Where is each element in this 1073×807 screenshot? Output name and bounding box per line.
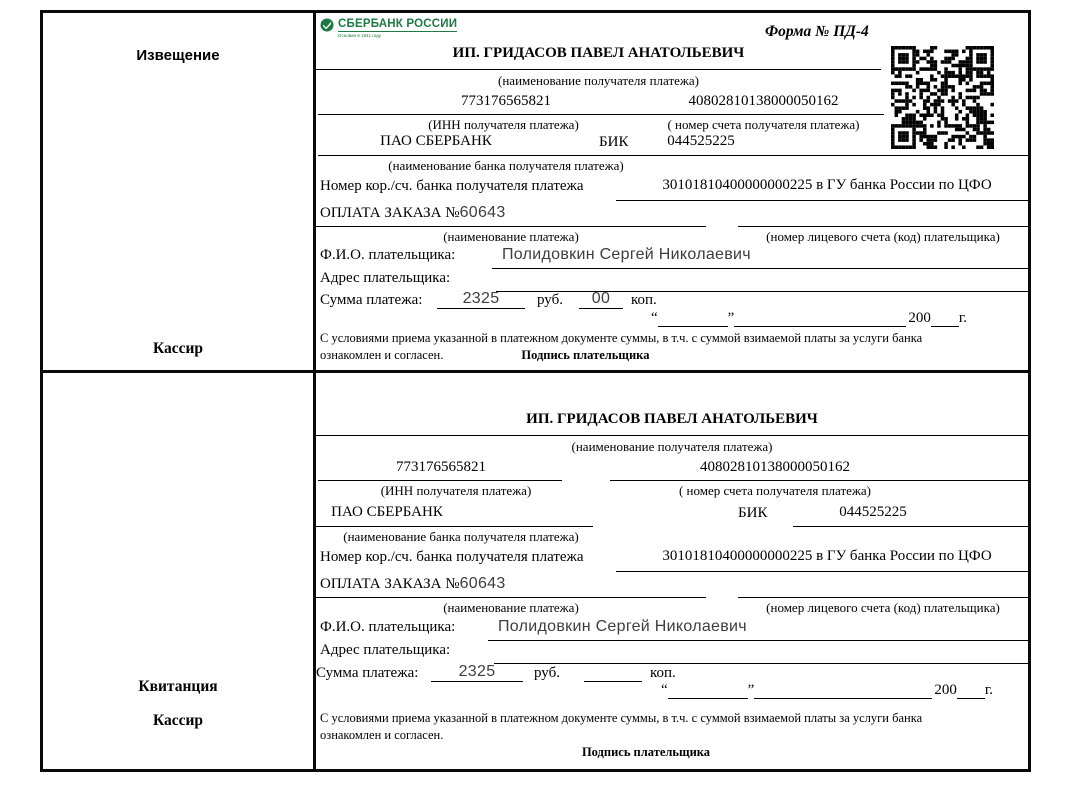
payee-name-label: (наименование получателя платежа)	[498, 73, 699, 88]
purpose-text: ОПЛАТА ЗАКАЗА №	[320, 576, 460, 592]
stub-label-cashier: Кассир	[152, 712, 204, 729]
payment-purpose	[320, 204, 506, 222]
terms-text: С условиями приема указанной в платежном документе суммы, в т.ч. с суммой взимаемой платы за услуги банка ознакомлен и согласен.	[320, 331, 923, 362]
kop-label: коп.	[631, 292, 657, 308]
inn-value: 773176565821	[396, 459, 486, 475]
payer-address-label: Адрес плательщика:	[320, 642, 451, 658]
amount-label: Сумма платежа:	[316, 665, 419, 681]
signature-label: Подпись плательщика	[521, 347, 650, 362]
signature-label: Подпись плательщика	[581, 745, 711, 759]
amount-label: Сумма платежа:	[320, 292, 423, 308]
receipt-stub	[43, 373, 316, 769]
kop-label: коп.	[650, 665, 676, 681]
date-line	[651, 310, 967, 327]
date-line	[661, 682, 993, 699]
order-number: 60643	[459, 575, 506, 592]
form-number-label: Форма № ПД-4	[765, 23, 869, 40]
terms-block	[320, 330, 975, 364]
personal-account-label: (номер лицевого счета (код) плательщика)	[766, 600, 1000, 615]
corr-account-value: 30101810400000000225 в ГУ банка России по ЦФО	[662, 548, 992, 564]
corr-account-label: Номер кор./сч. банка получателя платежа	[320, 178, 584, 194]
account-value: 40802810138000050162	[688, 93, 839, 109]
receipt-section	[43, 373, 1028, 769]
bank-name-label: (наименование банка получателя платежа)	[343, 529, 579, 544]
stub-label-cashier: Кассир	[152, 340, 204, 357]
payer-fio-label: Ф.И.О. плательщика:	[320, 619, 456, 635]
year-prefix: 200	[934, 682, 957, 698]
sberbank-logo-title: СБЕРБАНК РОССИИ	[338, 18, 458, 30]
account-label: ( номер счета получателя платежа)	[667, 117, 860, 132]
payee-name: ИП. ГРИДАСОВ ПАВЕЛ АНАТОЛЬЕВИЧ	[526, 411, 818, 427]
qr-code	[891, 46, 994, 149]
bik-value: 044525225	[667, 133, 735, 149]
bank-name-value: ПАО СБЕРБАНК	[331, 504, 443, 520]
payer-fio-value: Полидовкин Сергей Николаевич	[502, 246, 751, 263]
terms-block	[320, 710, 980, 744]
inn-label: (ИНН получателя платежа)	[380, 483, 532, 498]
amount-rub-value: 2325	[431, 663, 523, 682]
inn-value: 773176565821	[461, 93, 551, 109]
bank-name-label: (наименование банка получателя платежа)	[388, 158, 624, 173]
receipt-content	[316, 373, 1028, 769]
quote-open: “	[661, 682, 668, 698]
sberbank-logo-subtitle: Основан в 1841 году	[338, 33, 382, 38]
bank-name-value: ПАО СБЕРБАНК	[380, 133, 492, 149]
payer-address-label: Адрес плательщика:	[320, 270, 451, 286]
notice-stub	[43, 13, 316, 370]
amount-rub-value: 2325	[437, 290, 525, 309]
bik-label: БИК	[599, 134, 629, 150]
sberbank-logo	[320, 18, 457, 38]
quote-close: ”	[747, 682, 755, 698]
order-number: 60643	[459, 204, 506, 221]
payment-form-pd4	[40, 10, 1031, 772]
payee-name-label: (наименование получателя платежа)	[571, 439, 773, 454]
purpose-label: (наименование платежа)	[443, 229, 579, 244]
amount-kop-value: 00	[579, 290, 623, 309]
payer-fio-label: Ф.И.О. плательщика:	[320, 247, 456, 263]
corr-account-value: 30101810400000000225 в ГУ банка России по ЦФО	[662, 177, 992, 193]
account-label: ( номер счета получателя платежа)	[678, 483, 872, 498]
corr-account-label: Номер кор./сч. банка получателя платежа	[320, 549, 584, 565]
purpose-text: ОПЛАТА ЗАКАЗА №	[320, 205, 460, 221]
year-suffix: г.	[958, 310, 968, 326]
bik-label: БИК	[738, 505, 768, 521]
purpose-label: (наименование платежа)	[443, 600, 579, 615]
payee-name: ИП. ГРИДАСОВ ПАВЕЛ АНАТОЛЬЕВИЧ	[452, 45, 745, 61]
payer-fio-value: Полидовкин Сергей Николаевич	[498, 618, 747, 635]
quote-open: “	[651, 310, 658, 326]
notice-section	[43, 13, 1028, 373]
personal-account-label: (номер лицевого счета (код) плательщика)	[766, 229, 1000, 244]
year-suffix: г.	[984, 682, 994, 698]
inn-label: (ИНН получателя платежа)	[428, 117, 579, 132]
rub-label: руб.	[537, 292, 563, 308]
payment-purpose	[320, 575, 506, 593]
stub-label-notice: Извещение	[136, 47, 220, 64]
bik-value: 044525225	[839, 504, 907, 520]
amount-kop-value	[584, 663, 642, 682]
rub-label: руб.	[534, 665, 560, 681]
year-prefix: 200	[908, 310, 931, 326]
quote-close: ”	[727, 310, 735, 326]
stub-label-receipt: Квитанция	[138, 678, 218, 695]
notice-content	[316, 13, 1028, 370]
sberbank-logo-icon	[320, 18, 334, 32]
terms-text: С условиями приема указанной в платежном документе суммы, в т.ч. с суммой взимаемой платы за услуги банка ознакомлен и согласен.	[320, 711, 923, 742]
account-value: 40802810138000050162	[700, 459, 850, 475]
